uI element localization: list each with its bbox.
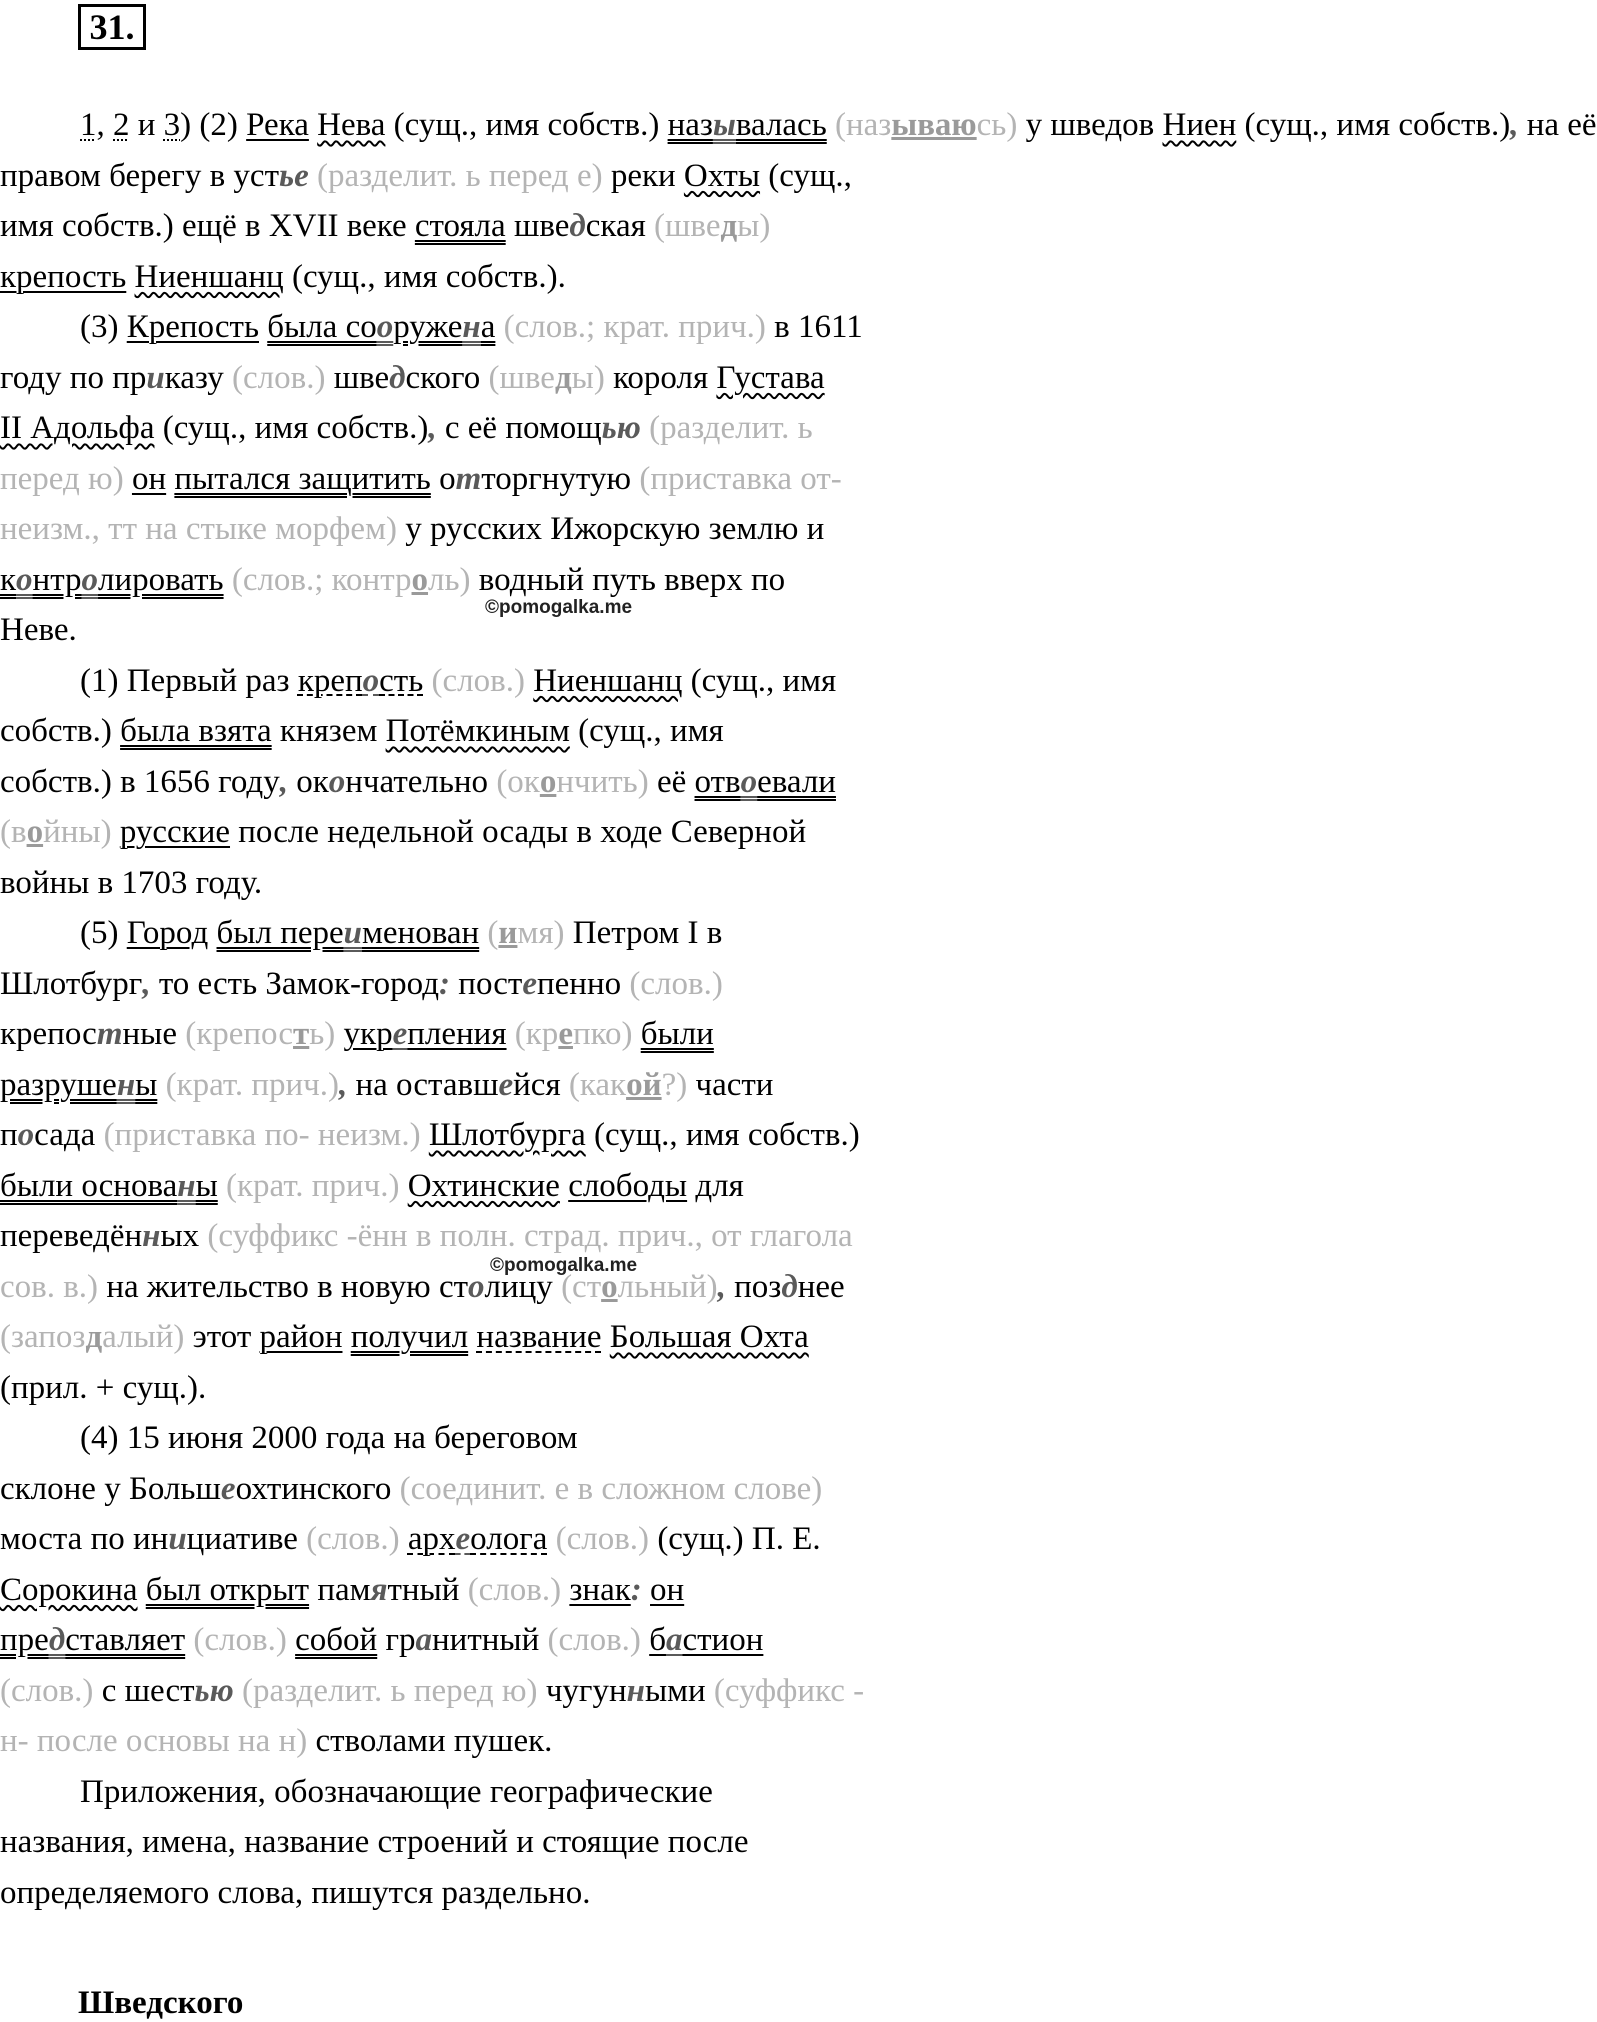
- text-run: (: [487, 915, 499, 951]
- paragraph: [0, 908, 960, 1413]
- text-run: [234, 1673, 242, 1709]
- text-run: Ниеншанц: [134, 258, 284, 295]
- text-run: ставляет: [65, 1622, 186, 1658]
- text-run: Крепость: [126, 309, 259, 345]
- text-run: стион: [682, 1622, 764, 1658]
- text-run: [224, 562, 232, 598]
- text-run: Приложения, обозначающие географические: [80, 1773, 713, 1810]
- text-run: был открыт: [145, 1571, 310, 1608]
- text-run: о: [81, 561, 99, 598]
- text-run: правом берегу в уст: [0, 157, 280, 194]
- text-run: шве: [505, 208, 570, 244]
- text-run: (ок: [496, 763, 540, 800]
- text-run: склоне у Больш: [0, 1470, 221, 1507]
- text-run: собств.): [0, 713, 121, 749]
- text-run: ы: [195, 1167, 218, 1204]
- text-run: поз: [725, 1268, 782, 1305]
- text-run: :: [630, 1571, 642, 1608]
- text-run: д: [720, 208, 738, 244]
- text-run: (ст: [561, 1268, 602, 1305]
- text-run: наз: [667, 107, 713, 143]
- text-run: ская: [585, 208, 655, 244]
- text-run: реки: [602, 157, 684, 194]
- text-run: (прил. + сущ.).: [0, 1369, 207, 1406]
- text-run: Густава: [716, 359, 825, 396]
- text-run: после недельной осады в ходе Северной: [230, 814, 807, 850]
- text-run: этот: [184, 1319, 260, 1355]
- text-run: (1) Первый раз: [80, 662, 298, 699]
- text-run: водный путь вверх по: [470, 561, 786, 598]
- text-run: были основа: [0, 1167, 178, 1204]
- text-run: (соединит. е в сложном слове): [399, 1470, 823, 1507]
- text-run: (крат. прич.): [226, 1167, 400, 1204]
- text-run: арх: [407, 1521, 456, 1557]
- text-run: Шлотбурга: [428, 1117, 586, 1153]
- text-run: [423, 663, 431, 699]
- text-run: у русских Ижорскую землю и: [396, 511, 825, 547]
- text-run: (слов.): [629, 965, 723, 1002]
- text-run: [287, 1622, 295, 1658]
- text-run: была взята: [120, 713, 272, 749]
- text-run: (сущ., имя собств.): [1236, 107, 1511, 143]
- text-run: лицу: [484, 1268, 562, 1305]
- text-run: циативе: [186, 1521, 307, 1557]
- text-run: п: [0, 1117, 18, 1153]
- text-run: ,: [428, 410, 437, 446]
- text-run: (наз: [835, 107, 892, 143]
- text-run: нчить): [556, 763, 649, 800]
- watermark: ©pomogalka.me: [485, 597, 633, 618]
- text-run: ь): [309, 1016, 336, 1052]
- text-run: Шлотбург: [0, 965, 143, 1002]
- text-run: (слов.; контр: [231, 561, 412, 598]
- text-run: нитный: [432, 1622, 548, 1658]
- text-run: в 1611: [765, 309, 863, 345]
- text-run: ы: [712, 107, 736, 143]
- text-run: крепость: [0, 258, 127, 295]
- text-run: охтинского: [235, 1470, 400, 1507]
- text-run: [547, 1521, 555, 1557]
- text-run: е: [392, 1016, 408, 1052]
- text-run: русские: [119, 814, 231, 850]
- text-run: ых: [160, 1218, 208, 1254]
- text-run: чугун: [537, 1672, 627, 1709]
- text-run: а: [480, 309, 496, 345]
- text-run: руже: [393, 309, 463, 345]
- text-run: [259, 309, 267, 345]
- text-run: (в: [0, 814, 27, 850]
- text-run: о: [601, 1268, 618, 1305]
- paragraph: [0, 1767, 960, 1919]
- text-run: е: [220, 1470, 236, 1507]
- text-run: валась: [735, 107, 827, 143]
- text-run: олога: [470, 1521, 548, 1557]
- text-run: Потёмкиным: [385, 713, 570, 749]
- text-run: (слов.): [555, 1521, 650, 1557]
- text-run: о: [430, 460, 456, 497]
- text-run: [632, 1016, 640, 1052]
- text-run: [309, 107, 317, 143]
- text-run: Нева: [317, 107, 386, 143]
- text-run: переведён: [0, 1218, 143, 1254]
- text-run: (приставка по- неизм.): [103, 1117, 421, 1153]
- text-run: д: [569, 208, 586, 244]
- text-run: на жительство в новую ст: [98, 1268, 469, 1305]
- text-run: а: [415, 1622, 433, 1658]
- text-run: д: [781, 1268, 798, 1305]
- text-run: ы: [135, 1066, 158, 1103]
- text-run: название: [476, 1319, 602, 1355]
- text-run: [208, 915, 216, 951]
- text-run: о: [362, 662, 380, 699]
- text-run: (слов.): [547, 1622, 641, 1658]
- text-run: на её: [1518, 107, 1597, 143]
- text-run: (4) 15 июня 2000 года на береговом: [80, 1420, 578, 1456]
- text-run: (сущ., имя: [569, 713, 724, 749]
- exercise-text: [0, 100, 1597, 1918]
- text-run: отв: [694, 763, 741, 800]
- text-run: [399, 1168, 407, 1204]
- text-run: (шве: [488, 359, 555, 396]
- text-run: имя собств.) ещё в XVII веке: [0, 208, 415, 244]
- text-run: ,: [338, 1066, 348, 1103]
- text-run: и: [168, 1521, 187, 1557]
- text-run: (крат. прич.): [165, 1066, 339, 1103]
- text-run: о: [539, 763, 557, 800]
- text-run: (слов.): [0, 1672, 94, 1709]
- text-run: был пере: [216, 915, 344, 951]
- text-run: шве: [325, 359, 390, 396]
- text-run: на оставш: [347, 1066, 499, 1103]
- text-run: (слов.): [306, 1521, 400, 1557]
- text-run: [112, 814, 120, 850]
- text-run: ные: [122, 1016, 186, 1052]
- text-run: сов. в.): [0, 1268, 99, 1305]
- text-run: (крепос: [185, 1016, 294, 1052]
- text-run: определяемого слова, пишутся раздельно.: [0, 1874, 591, 1911]
- text-run: н: [626, 1672, 645, 1709]
- text-run: с шест: [93, 1672, 195, 1709]
- text-run: казу: [164, 359, 233, 396]
- text-run: о: [26, 814, 44, 850]
- text-run: пам: [309, 1571, 371, 1608]
- text-run: (сущ.) П. Е.: [649, 1521, 821, 1557]
- text-run: а: [665, 1622, 683, 1658]
- text-run: н: [142, 1218, 161, 1254]
- text-run: и: [343, 915, 363, 951]
- text-run: район: [259, 1319, 343, 1355]
- text-run: неизм., тт на стыке морфем): [0, 511, 397, 547]
- text-run: льный): [617, 1268, 718, 1305]
- text-run: (5): [80, 915, 127, 951]
- text-run: [641, 1622, 649, 1658]
- paragraph: [0, 100, 1597, 302]
- text-run: крепос: [0, 1016, 97, 1052]
- text-run: ье: [279, 157, 309, 194]
- text-run: названия, имена, название строений и стоящие после: [0, 1824, 749, 1860]
- text-run: знак: [569, 1571, 631, 1608]
- text-run: II Адольфа: [0, 410, 155, 446]
- text-run: лировать: [98, 561, 224, 598]
- text-run: году по пр: [0, 359, 147, 396]
- text-run: е: [522, 965, 537, 1002]
- text-run: (слов.; крат. прич.): [503, 309, 766, 345]
- text-run: Петром I в: [564, 915, 723, 951]
- text-run: (суффикс -: [713, 1672, 865, 1709]
- text-run: о: [328, 763, 346, 800]
- text-run: пко): [572, 1016, 633, 1052]
- text-run: [560, 1168, 568, 1204]
- text-run: ой: [626, 1066, 662, 1103]
- text-run: о: [411, 561, 429, 598]
- text-run: [138, 1572, 146, 1608]
- text-run: [827, 107, 835, 143]
- text-run: слободы: [568, 1167, 688, 1204]
- text-run: Сорокина: [0, 1571, 138, 1608]
- text-run: (сущ., имя собств.): [154, 410, 429, 446]
- text-run: (кр: [514, 1016, 559, 1052]
- text-run: торгнутую: [481, 460, 640, 497]
- text-run: д: [554, 359, 572, 396]
- text-run: о: [468, 1268, 485, 1305]
- text-run: (разделит. ь перед е): [317, 157, 603, 194]
- text-run: :: [439, 965, 451, 1002]
- text-run: пост: [450, 965, 523, 1002]
- text-run: [157, 1067, 165, 1103]
- text-run: ок: [287, 763, 329, 800]
- text-run: собств.) в 1656 году: [0, 763, 280, 800]
- text-run: ,: [1510, 107, 1519, 143]
- text-run: [126, 259, 134, 295]
- text-run: д: [389, 359, 406, 396]
- text-run: н- после основы на н): [0, 1723, 308, 1759]
- text-run: (слов.): [431, 662, 525, 699]
- text-run: (разделит. ь перед ю): [241, 1672, 538, 1709]
- text-run: (слов.): [467, 1571, 562, 1608]
- text-run: о: [16, 561, 33, 598]
- text-run: Город: [126, 915, 209, 951]
- text-run: моста по ин: [0, 1521, 169, 1557]
- text-run: ,: [142, 965, 151, 1002]
- text-run: д: [48, 1622, 66, 1658]
- text-run: и: [498, 915, 518, 951]
- watermark: ©pomogalka.me: [490, 1255, 638, 1276]
- text-run: о: [740, 763, 758, 800]
- text-run: ,: [96, 107, 113, 143]
- text-run: [400, 1521, 408, 1557]
- text-run: (суффикс -ённ в полн. страд. прич., от глагола: [207, 1218, 853, 1254]
- text-run: [642, 1572, 650, 1608]
- text-run: (слов.): [232, 359, 326, 396]
- text-run: [602, 1319, 610, 1355]
- text-run: пре: [0, 1622, 49, 1658]
- text-run: получил: [350, 1319, 469, 1355]
- text-run: т: [96, 1016, 123, 1052]
- text-run: [421, 1117, 429, 1153]
- text-run: сть: [379, 662, 424, 699]
- text-run: то есть Замок-город: [150, 965, 440, 1002]
- text-run: стояла: [414, 208, 506, 244]
- text-run: её: [648, 763, 695, 800]
- text-run: были: [640, 1016, 714, 1052]
- text-run: и: [146, 359, 165, 396]
- text-run: ью: [601, 410, 641, 446]
- paragraph: [0, 1413, 960, 1767]
- text-run: пления: [407, 1016, 507, 1052]
- text-run: е: [455, 1521, 471, 1557]
- text-run: нтр: [32, 561, 82, 598]
- text-run: [525, 663, 533, 699]
- paragraph: [0, 656, 960, 909]
- text-run: ыми: [644, 1672, 714, 1709]
- text-run: ы): [737, 208, 771, 244]
- text-run: с её помощ: [436, 410, 602, 446]
- text-run: креп: [297, 662, 363, 699]
- text-run: н: [177, 1167, 196, 1204]
- text-run: ского: [405, 359, 489, 396]
- text-run: тный: [387, 1571, 468, 1608]
- text-run: алый): [102, 1319, 185, 1355]
- text-run: т: [293, 1016, 310, 1052]
- text-run: пенно: [537, 965, 630, 1002]
- text-run: (3): [80, 309, 127, 345]
- text-run: (как: [568, 1066, 627, 1103]
- text-run: сада: [34, 1117, 104, 1153]
- text-run: (приставка от-: [639, 460, 842, 497]
- text-run: стволами пушек.: [307, 1723, 553, 1759]
- text-run: разруше: [0, 1066, 117, 1103]
- text-run: (сущ., имя собств.): [385, 107, 668, 143]
- text-run: (сущ., имя собств.).: [283, 258, 566, 295]
- answer-word: Шведского: [78, 1985, 244, 2021]
- text-run: мя): [517, 915, 565, 951]
- text-run: 1: [80, 107, 97, 143]
- text-run: (разделит. ь: [649, 410, 813, 446]
- text-run: о: [17, 1117, 35, 1153]
- text-run: менован: [362, 915, 480, 951]
- text-run: и: [129, 107, 164, 143]
- text-run: [641, 410, 649, 446]
- text-run: [124, 461, 132, 497]
- text-run: я: [370, 1571, 388, 1608]
- text-run: ью: [194, 1672, 234, 1709]
- paragraph: [0, 302, 960, 656]
- text-run: йны): [43, 814, 112, 850]
- text-run: (запоз: [0, 1319, 86, 1355]
- text-run: ) (2): [180, 107, 247, 143]
- text-run: для: [687, 1167, 744, 1204]
- text-run: перед ю): [0, 460, 124, 497]
- text-run: он: [131, 460, 167, 497]
- text-run: д: [85, 1319, 103, 1355]
- text-run: Река: [246, 107, 309, 143]
- text-run: [335, 1016, 343, 1052]
- text-run: [218, 1168, 226, 1204]
- text-run: гр: [377, 1622, 416, 1658]
- text-run: 3: [163, 107, 181, 143]
- text-run: Охтинские: [407, 1167, 560, 1204]
- text-run: н: [462, 309, 481, 345]
- text-run: князем: [271, 713, 386, 749]
- text-run: нее: [797, 1268, 845, 1305]
- text-run: собой: [295, 1622, 378, 1658]
- text-run: короля: [604, 359, 717, 396]
- text-run: Ниен: [1162, 107, 1237, 143]
- text-run: войны в 1703 году.: [0, 864, 263, 901]
- text-run: у шведов: [1017, 107, 1163, 143]
- text-run: ываю: [891, 107, 977, 143]
- text-run: [342, 1319, 350, 1355]
- text-run: ы): [571, 359, 605, 396]
- text-run: он: [650, 1571, 685, 1608]
- text-run: е: [498, 1066, 514, 1103]
- text-run: ль): [428, 561, 471, 598]
- text-run: е: [558, 1016, 573, 1052]
- text-run: части: [687, 1066, 774, 1103]
- text-run: ,: [279, 763, 288, 800]
- text-run: сь): [976, 107, 1018, 143]
- text-run: Охты: [683, 157, 761, 194]
- text-run: (шве: [654, 208, 721, 244]
- text-run: ?): [661, 1066, 688, 1103]
- text-run: н: [116, 1066, 136, 1103]
- text-run: т: [455, 460, 482, 497]
- text-run: евали: [757, 763, 836, 800]
- text-run: (сущ.,: [760, 157, 852, 194]
- text-run: Неве.: [0, 612, 77, 648]
- text-run: к: [0, 561, 17, 598]
- text-run: 2: [113, 107, 130, 143]
- text-run: б: [649, 1622, 666, 1658]
- text-run: (слов.): [193, 1622, 287, 1658]
- text-run: о: [376, 309, 394, 345]
- text-run: ,: [717, 1268, 726, 1305]
- text-run: укр: [343, 1016, 393, 1052]
- text-run: (сущ., имя: [682, 662, 837, 699]
- text-run: [309, 158, 317, 194]
- text-run: Ниеншанц: [533, 662, 683, 699]
- text-run: йся: [513, 1066, 569, 1103]
- text-run: была со: [267, 309, 377, 345]
- exercise-number: 31.: [78, 4, 146, 50]
- text-run: [507, 1016, 515, 1052]
- text-run: Большая Охта: [609, 1319, 809, 1355]
- text-run: нчательно: [345, 763, 497, 800]
- text-run: [495, 309, 503, 345]
- text-run: пытался защитить: [174, 460, 431, 497]
- text-run: (сущ., имя собств.): [585, 1117, 860, 1153]
